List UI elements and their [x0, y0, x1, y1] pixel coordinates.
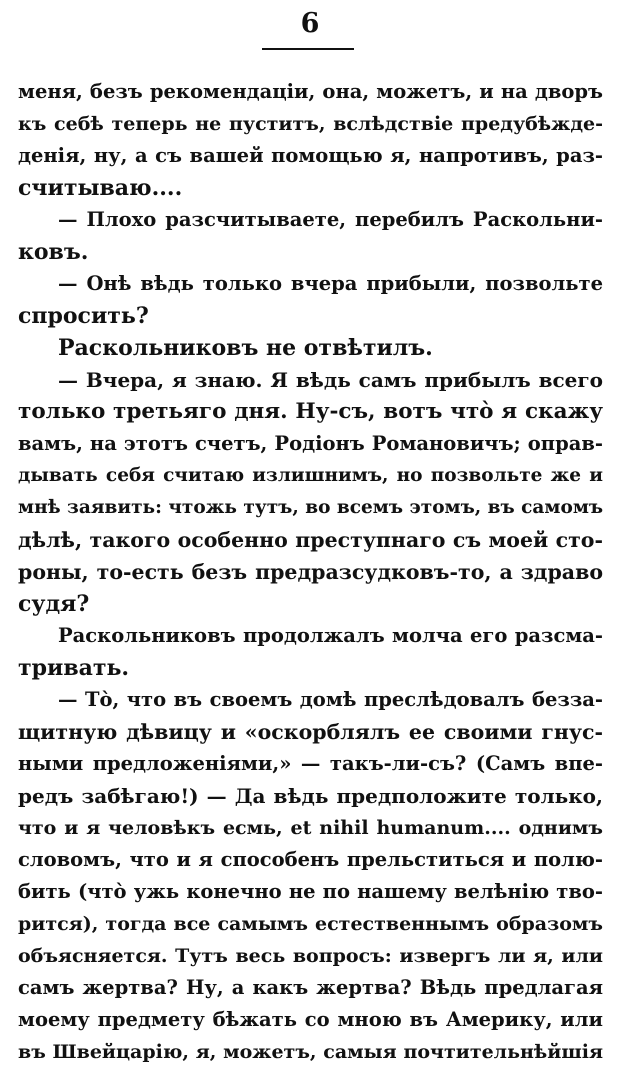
text-line: щитную дѣвицу и «оскорблялъ ее своими гнус- — [18, 720, 603, 744]
text-line: моему предмету бѣжать со мною въ Америку, или — [18, 1008, 603, 1031]
text-line: словомъ, что и я способенъ прельститься и полю- — [18, 848, 603, 871]
text-line: Раскольниковъ продолжалъ молча его разсма- — [58, 624, 603, 647]
text-line: тривать. — [18, 655, 130, 681]
text-line: ковъ. — [18, 239, 89, 265]
body-text — [18, 76, 603, 1068]
text-line: вамъ, на этотъ счетъ, Родіонъ Романовичъ; оправ- — [18, 432, 603, 455]
text-line: самъ жертва? Ну, а какъ жертва? Вѣдь предлагая — [18, 976, 603, 999]
text-line: бить (что̀ ужь конечно не по нашему велѣнію тво- — [18, 880, 603, 903]
text-line: только третьяго дня. Ну-съ, вотъ что̀ я скажу — [18, 399, 603, 424]
text-line: объясняется. Тутъ весь вопросъ: извергъ ли я, или — [18, 945, 603, 967]
text-line: Раскольниковъ не отвѣтилъ. — [58, 335, 433, 361]
text-line: мнѣ заявить: чтожь тутъ, во всемъ этомъ, въ самомъ — [18, 497, 603, 518]
page-number: 6 — [300, 8, 320, 39]
text-line: роны, то-есть безъ предразсудковъ-то, а здраво — [18, 560, 603, 584]
text-line: рится), тогда все самымъ естественнымъ образомъ — [18, 913, 603, 935]
text-line: — Онѣ вѣдь только вчера прибыли, позвольте — [58, 272, 603, 295]
text-line: къ себѣ теперь не пуститъ, вслѣдствіе предубѣжде- — [18, 113, 603, 135]
text-line: дывать себя считаю излишнимъ, но позвольте же и — [18, 465, 603, 486]
text-line: спросить? — [18, 303, 149, 329]
text-line: въ Швейцарію, я, можетъ, самыя почтительнѣйшія — [18, 1041, 603, 1063]
header-rule — [262, 48, 354, 50]
text-line: — Вчера, я знаю. Я вѣдь самъ прибылъ всего — [58, 368, 603, 392]
text-line: что и я человѣкъ есмь, et nihil humanum.... однимъ — [18, 817, 603, 839]
text-line: денія, ну, а съ вашей помощью я, напротивъ, раз- — [18, 144, 603, 167]
text-line: — Плохо разсчитываете, перебилъ Раскольни- — [58, 208, 603, 231]
text-line: дѣлѣ, такого особенно преступнаго съ моей сто- — [18, 528, 603, 552]
text-line: считываю.... — [18, 175, 183, 201]
text-line: меня, безъ рекомендаціи, она, можетъ, и на дворъ — [18, 80, 603, 103]
text-line: судя? — [18, 591, 90, 617]
text-line: — То̀, что въ своемъ домѣ преслѣдовалъ безза- — [58, 688, 603, 711]
text-line: редъ забѣгаю!) — Да вѣдь предположите только, — [18, 784, 603, 808]
text-line: ными предложеніями,» — такъ-ли-съ? (Самъ впе- — [18, 752, 603, 775]
